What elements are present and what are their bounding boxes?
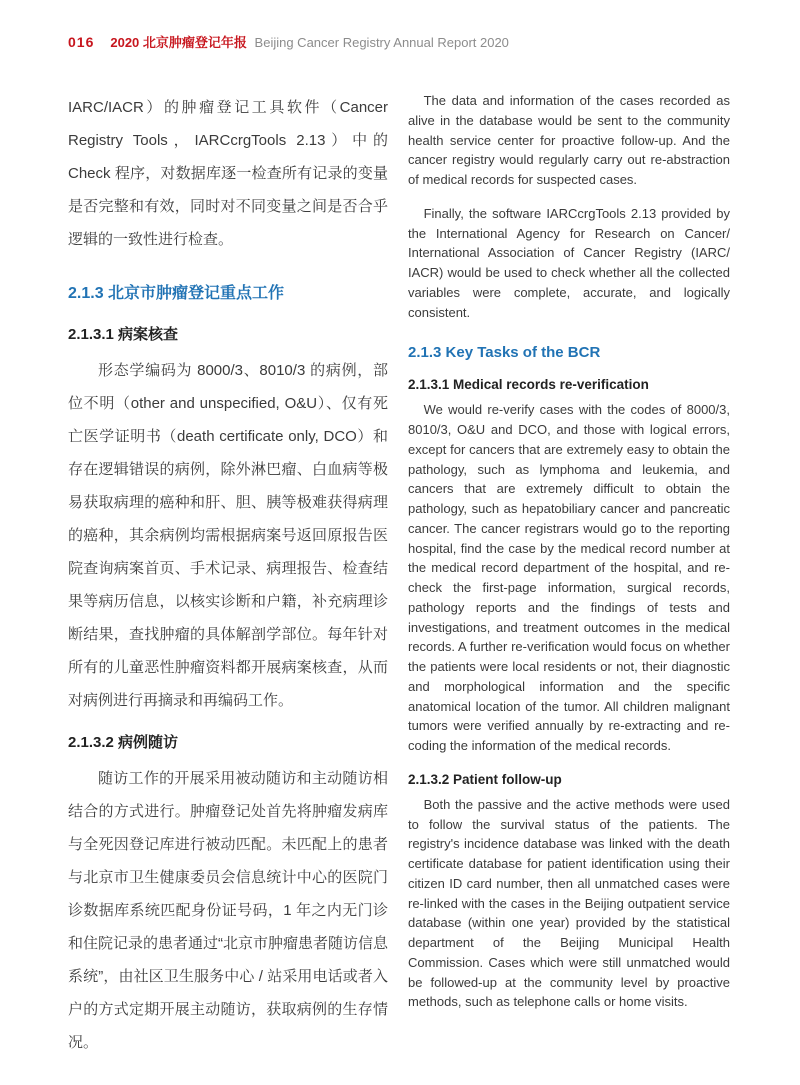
en-paragraph-2: Finally, the software IARCcrgTools 2.13 provided by the International Agency for Research on Cancer/ International Association of Cancer Registry (IARC/ IACR) would be used to check whether all the collected variables were complete, accurate, and logically consistent. (408, 205, 730, 320)
zh-section-heading: 2.1.3 北京市肿瘤登记重点工作 (68, 285, 285, 302)
two-column-layout (68, 91, 730, 1059)
report-title (110, 32, 509, 51)
zh-continuation-paragraph: IARC/IACR）的肿瘤登记工具软件（Cancer Registry Tools，IARCcrgTools 2.13）中的 Check 程序，对数据库逐一检查所有记录的变量是否完整和有效，同时对不同变量之间是否合乎逻辑的一致性进行检查。 (68, 99, 388, 248)
en-section-heading: 2.1.3 Key Tasks of the BCR (408, 344, 601, 362)
right-column-english (408, 91, 730, 1059)
en-paragraph-4: Both the passive and the active methods were used to follow the survival status of the patients. The registry's incidence database was linked with the death certificate database for patient identification using their citizen ID card number, then all unmatched cases were re-linked with the cases in the Beijing outpatient service database (within one year) provided by the statistical department of the Beijing Municipal Health Commission. Cases which were still unmatched would be followed-up at the community level by proactive methods, such as telephone calls or home visits. (408, 796, 730, 1010)
zh-subsection-heading-2: 2.1.3.2 病例随访 (68, 734, 179, 751)
en-subsection-heading-2: 2.1.3.2 Patient follow-up (408, 771, 562, 787)
zh-paragraph-2: 随访工作的开展采用被动随访和主动随访相结合的方式进行。肿瘤登记处首先将肿瘤发病库与全死因登记库进行被动匹配。未匹配上的患者与北京市卫生健康委员会信息统计中心的医院门诊数据库系统匹配身份证号码，1 年之内无门诊和住院记录的患者通过“北京市肿瘤患者随访信息系统”，由社区卫生服务中心 / 站采用电话或者入户的方式定期开展主动随访，获取病例的生存情况。 (68, 770, 388, 1051)
left-column-chinese (68, 91, 388, 1059)
page-header (68, 32, 730, 51)
en-paragraph-1: The data and information of the cases recorded as alive in the database would be sent to the community health service center for proactive follow-up. And the cancer registry would regularly carry out re-abstraction of medical records for suspected cases. (408, 93, 730, 187)
report-title-english: Beijing Cancer Registry Annual Report 2020 (254, 35, 509, 50)
report-title-chinese: 北京肿瘤登记年报 (142, 35, 247, 50)
en-paragraph-3: We would re-verify cases with the codes of 8000/3, 8010/3, O&U and DCO, and those with logical errors, except for cancers that are extremely easy to obtain the pathology, such as lymphoma and leukemia, and cancers that are extremely difficult to obtain the pathology, such as hepatobiliary cancer and pancreatic cancer. The cancer registrars would go to the reporting hospital, find the case by the medical record number at the medical record department of the hospital, and re-check the first-page information, surgical records, pathology reports and the findings of tests and investigations, and treatment outcomes in the medical records. A further re-verification would focus on whether the patients were local residents or not, their diagnostic and morphological information and the specific anatomical location of the tumor. All children malignant tumors were verified annually by re-extracting and re-coding the information of the medical records. (408, 402, 730, 753)
report-title-year: 2020 (110, 35, 140, 50)
zh-paragraph-1: 形态学编码为 8000/3、8010/3 的病例，部位不明（other and unspecified, O&U）、仅有死亡医学证明书（death certificate only, DCO）和存在逻辑错误的病例，除外淋巴瘤、白血病等极易获取病理的癌种和肝、胆、胰等极难获得病理的癌种，其余病例均需根据病案号返回原报告医院查询病案首页、手术记录、病理报告、检查结果等病历信息，以核实诊断和户籍，补充病理诊断结果，查找肿瘤的具体解剖学部位。每年针对所有的儿童恶性肿瘤资料都开展病案核查，从而对病例进行再摘录和再编码工作。 (68, 362, 388, 709)
page-number: 016 (68, 34, 95, 50)
en-subsection-heading-1: 2.1.3.1 Medical records re-verification (408, 377, 649, 393)
zh-subsection-heading-1: 2.1.3.1 病案核查 (68, 326, 179, 343)
